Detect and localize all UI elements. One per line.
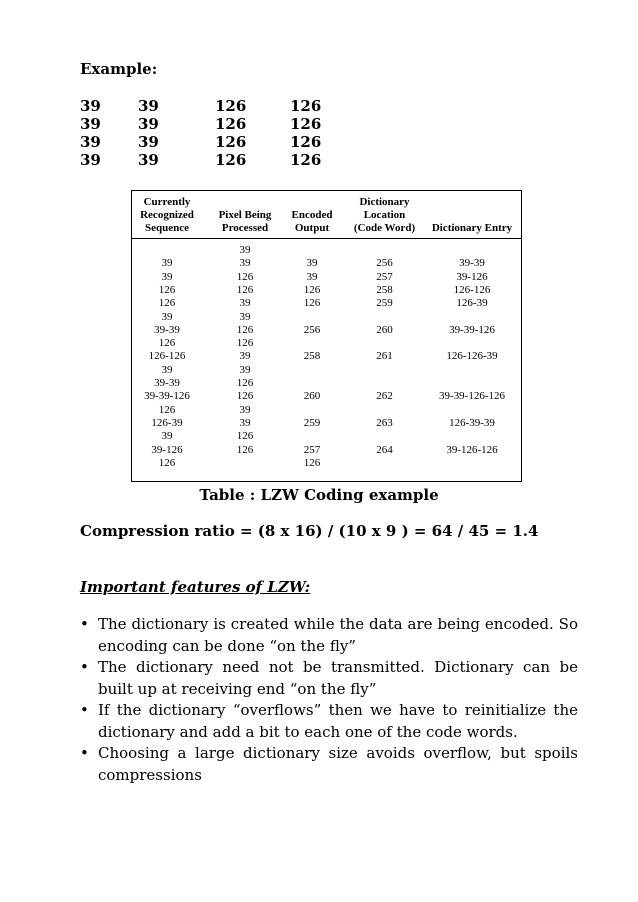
table-cell: 39-126 — [456, 270, 488, 283]
header-line: Encoded — [291, 209, 333, 221]
table-cell: 39 — [239, 244, 251, 256]
list-item — [80, 700, 578, 743]
pixel-matrix — [80, 97, 380, 169]
table-cell: 39-126-126 — [446, 443, 498, 456]
table-cell: 39 — [239, 257, 251, 270]
table-cell: 39 — [239, 350, 251, 363]
header-line: Recognized — [140, 209, 194, 221]
table-row — [132, 416, 521, 430]
table-cell: 126 — [158, 283, 176, 296]
table-cell: 126 — [236, 283, 254, 296]
list-item — [80, 614, 578, 657]
table-row — [132, 336, 521, 350]
table-cell: 126-39-39 — [449, 416, 495, 429]
table-cell: 262 — [376, 390, 393, 403]
table-cell: 126 — [236, 377, 254, 389]
table-cell: 256 — [303, 323, 321, 336]
table-cell: 39 — [306, 270, 318, 283]
table-cell: 126-126 — [453, 283, 491, 296]
table-row — [132, 283, 521, 297]
table-cell: 126 — [236, 443, 254, 456]
table-cell: 259 — [376, 297, 393, 310]
table-row — [132, 456, 521, 470]
table-cell: 126 — [158, 403, 176, 416]
table-row — [132, 296, 521, 310]
table-cell: 260 — [376, 323, 393, 336]
header-dictionary-location — [347, 196, 422, 235]
table-cell: 259 — [303, 416, 321, 429]
list-item — [80, 657, 578, 700]
matrix-cell: 126 — [290, 97, 322, 115]
table-row — [132, 243, 521, 257]
table-row — [132, 323, 521, 337]
table-cell: 39 — [161, 310, 173, 323]
bullet-icon: • — [80, 615, 89, 633]
matrix-cell: 126 — [290, 115, 322, 133]
table-cell: 39 — [306, 257, 318, 270]
table-cell: 126-39 — [151, 416, 183, 429]
matrix-row — [80, 115, 380, 133]
table-cell: 39-39-126-126 — [439, 390, 505, 403]
table-cell: 39-39-126 — [144, 390, 190, 403]
matrix-cell: 39 — [138, 115, 159, 133]
matrix-cell: 126 — [215, 115, 247, 133]
list-item — [80, 743, 578, 786]
header-line: Pixel Being — [218, 209, 272, 221]
table-cell: 39 — [239, 310, 251, 323]
header-encoded-output — [282, 209, 342, 235]
matrix-cell: 39 — [80, 97, 101, 115]
header-line: Processed — [221, 222, 269, 234]
bullet-icon: • — [80, 701, 89, 719]
table-cell: 257 — [376, 270, 393, 283]
lzw-coding-table — [131, 190, 522, 482]
matrix-cell: 39 — [138, 97, 159, 115]
table-cell: 126 — [158, 337, 176, 350]
table-row — [132, 403, 521, 417]
bullet-icon: • — [80, 658, 89, 676]
table-cell: 126 — [236, 337, 254, 350]
table-cell: 39 — [239, 363, 251, 376]
header-currently-recognized-sequence — [132, 196, 202, 235]
table-cell: 126-126-39 — [446, 350, 498, 363]
matrix-cell: 126 — [215, 133, 247, 151]
header-pixel-being-processed — [210, 209, 280, 235]
header-line: Output — [294, 222, 330, 234]
table-cell: 260 — [303, 390, 321, 403]
table-caption: Table : LZW Coding example — [199, 486, 439, 504]
table-cell: 258 — [303, 350, 321, 363]
matrix-cell: 39 — [138, 133, 159, 151]
table-cell: 126 — [303, 456, 321, 469]
table-row — [132, 256, 521, 270]
header-line: Location — [363, 209, 406, 221]
header-dictionary-entry — [427, 222, 517, 235]
bullet-icon: • — [80, 744, 89, 762]
table-cell: 126 — [236, 390, 254, 403]
features-title: Important features of LZW: — [80, 578, 311, 596]
table-cell: 126 — [303, 297, 321, 310]
header-line: Dictionary — [359, 196, 410, 208]
features-list — [80, 614, 578, 786]
table-cell: 39-39 — [154, 377, 180, 389]
table-cell: 256 — [376, 257, 393, 270]
table-row — [132, 349, 521, 363]
table-cell: 39-126 — [151, 443, 183, 456]
header-divider — [132, 238, 521, 239]
table-cell: 126 — [236, 270, 254, 283]
table-cell: 264 — [376, 443, 393, 456]
table-cell: 39 — [161, 430, 173, 443]
table-cell: 39 — [161, 257, 173, 270]
matrix-cell: 126 — [290, 133, 322, 151]
table-row — [132, 310, 521, 324]
matrix-cell: 126 — [290, 151, 322, 169]
compression-ratio: Compression ratio = (8 x 16) / (10 x 9 ) = 64 / 45 = 1.4 — [80, 522, 539, 540]
table-cell: 126 — [303, 283, 321, 296]
table-row — [132, 443, 521, 457]
table-row — [132, 429, 521, 443]
feature-text: The dictionary need not be transmitted. Dictionary can be built up at receiving end “on the fly” — [98, 658, 578, 698]
table-cell: 39-39-126 — [449, 323, 495, 336]
feature-text: The dictionary is created while the data are being encoded. So encoding can be done “on the fly” — [98, 615, 578, 655]
matrix-cell: 39 — [138, 151, 159, 169]
feature-text: If the dictionary “overflows” then we have to reinitialize the dictionary and add a bit to each one of the code words. — [98, 701, 578, 741]
table-row — [132, 270, 521, 284]
matrix-cell: 126 — [215, 97, 247, 115]
table-cell: 39 — [161, 270, 173, 283]
matrix-row — [80, 97, 380, 115]
table-cell: 126 — [236, 430, 254, 443]
table-row — [132, 363, 521, 377]
table-cell: 126-126 — [148, 350, 186, 363]
header-line: Currently — [143, 196, 191, 208]
matrix-cell: 39 — [80, 133, 101, 151]
table-cell: 263 — [376, 416, 393, 429]
table-cell: 126 — [236, 323, 254, 336]
table-cell: 257 — [303, 443, 321, 456]
table-cell: 261 — [376, 350, 393, 363]
table-cell: 126 — [158, 456, 176, 469]
table-cell: 39 — [161, 363, 173, 376]
matrix-cell: 39 — [80, 151, 101, 169]
matrix-row — [80, 133, 380, 151]
matrix-row — [80, 151, 380, 169]
feature-text: Choosing a large dictionary size avoids overflow, but spoils compressions — [98, 744, 578, 784]
header-line: Dictionary Entry — [431, 222, 513, 234]
table-cell: 39 — [239, 297, 251, 310]
table-cell: 39-39 — [154, 323, 180, 336]
table-cell: 126-39 — [456, 297, 488, 310]
matrix-cell: 39 — [80, 115, 101, 133]
example-heading: Example: — [80, 60, 158, 78]
table-row — [132, 389, 521, 403]
matrix-cell: 126 — [215, 151, 247, 169]
table-cell: 39 — [239, 416, 251, 429]
header-line: (Code Word) — [353, 222, 416, 234]
table-cell: 39-39 — [459, 257, 485, 270]
table-row — [132, 376, 521, 390]
table-cell: 258 — [376, 283, 393, 296]
table-cell: 126 — [158, 297, 176, 310]
table-cell: 39 — [239, 403, 251, 416]
header-line: Sequence — [145, 222, 189, 234]
